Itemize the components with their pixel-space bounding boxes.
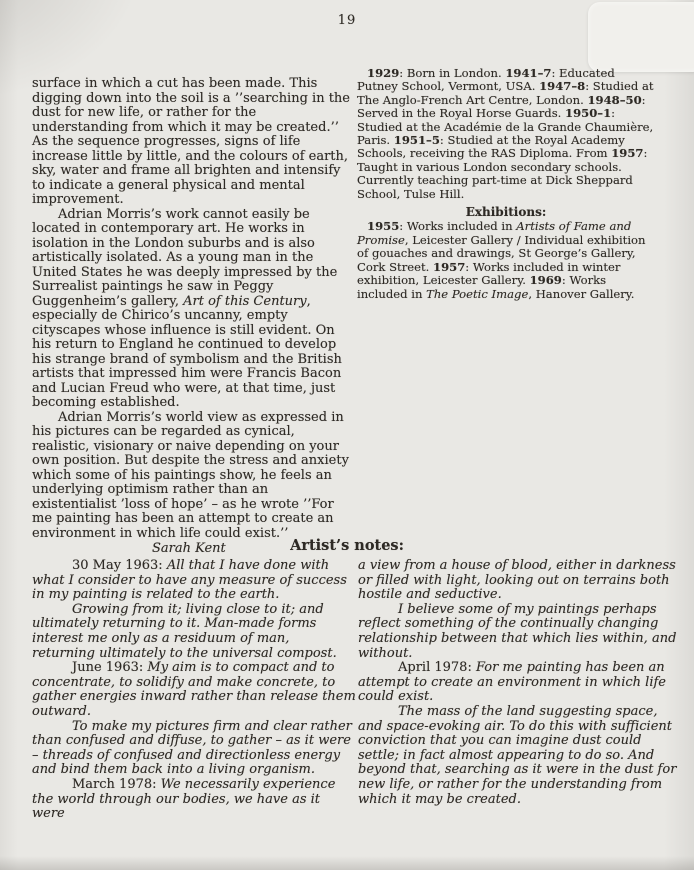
paragraph: To make my pictures firm and clear rather than confused and diffuse, to gather – as it were – threads of confused and directionless energy and bind them back into a living organism.: [32, 718, 352, 778]
author-byline: Sarah Kent: [152, 541, 226, 556]
paragraph: Adrian Morris’s work cannot easily be located in contemporary art. He works in isolation in the London suburbs and is also artistically isolated. As a young man in the United States he was deeply impressed by the Surrealist paintings he saw in Peggy Guggenheim’s gallery, Art of this Century, especially de Chirico’s uncanny, empty cityscapes whose influence is still evident. On his return to England he continued to develop his strange brand of symbolism and the British artists that impressed him were Francis Bacon and Lucian Freud who were, at that time, just becoming established.: [32, 206, 342, 410]
biography-column: [357, 67, 655, 301]
paragraph: a view from a house of blood, either in darkness or filled with light, looking out on terrains both hostile and seductive.: [358, 558, 676, 603]
paragraph: June 1963: My aim is to compact and to concentrate, to solidify and make concrete, to gather energies inward rather than release them outward.: [32, 660, 356, 719]
exhibitions-heading: Exhibitions:: [465, 205, 547, 220]
paragraph: Growing from it; living close to it; and ultimately returning to it. Man-made forms interest me only as a residuum of man, returning ultimately to the universal compost.: [32, 601, 337, 661]
artists-notes-heading: Artist’s notes:: [290, 537, 404, 554]
notes-left-column: [32, 559, 356, 822]
paragraph: surface in which a cut has been made. This digging down into the soil is a ’’searching in the dust for new life, or rather for the understanding from which it may be created.’’ As the sequence progresses, signs of life increase little by little, and the colours of earth, sky, water and frame all brighten and intensify to indicate a general physical and mental improvement.: [32, 76, 350, 207]
paragraph: 1929: Born in London. 1941–7: Educated Putney School, Vermont, USA. 1947–8: Studied at The Anglo-French Art Centre, London. 1948–50: Served in the Royal Horse Guards. 1950–1: Studied at the Académie de la Grande Chaumière, Paris. 1951–5: Studied at the Royal Academy Schools, receiving the RAS Diploma. From 1957: Taught in various London secondary schools. Currently teaching part-time at Dick Sheppard School, Tulse Hill.: [357, 66, 654, 201]
paragraph: The mass of the land suggesting space, and space-evoking air. To do this with sufficient conviction that you can imagine dust could settle; in fact almost appearing to do so. And beyond that, searching as it were in the dust for new life, or rather for the understanding from which it may be created.: [358, 703, 677, 807]
notes-right-column: [358, 559, 678, 807]
article-paragraphs: [32, 77, 356, 541]
exhibitions-paragraphs: [357, 220, 655, 300]
paragraph: April 1978: For me painting has been an attempt to create an environment in which life could exist.: [358, 660, 666, 705]
paragraph: 30 May 1963: All that I have done with what I consider to have any measure of success in my painting is related to the earth.: [32, 558, 347, 603]
paragraph: 1955: Works included in Artists of Fame and Promise, Leicester Gallery / Individual exhibition of gouaches and drawings, St George’s Gallery, Cork Street. 1957: Works included in winter exhibition, Leicester Gallery. 1969: Works included in The Poetic Image, Hanover Gallery.: [357, 219, 646, 301]
paragraph: Adrian Morris’s world view as expressed in his pictures can be regarded as cynical, realistic, visionary or naive depending on your own position. But despite the stress and anxiety which some of his paintings show, he feels an underlying optimism rather than an existentialist ’loss of hope’ – as he wrote ’’For me painting has been an attempt to create an environment in which life could exist.’’: [32, 409, 349, 541]
biography-paragraphs: [357, 67, 655, 201]
paragraph: I believe some of my paintings perhaps reflect something of the continually changing relationship between that which lies within, and without.: [358, 601, 677, 661]
paragraph: March 1978: We necessarily experience the world through our bodies, we have as it were: [32, 776, 336, 822]
article-column: [32, 77, 356, 557]
page-number: 19: [337, 13, 357, 28]
